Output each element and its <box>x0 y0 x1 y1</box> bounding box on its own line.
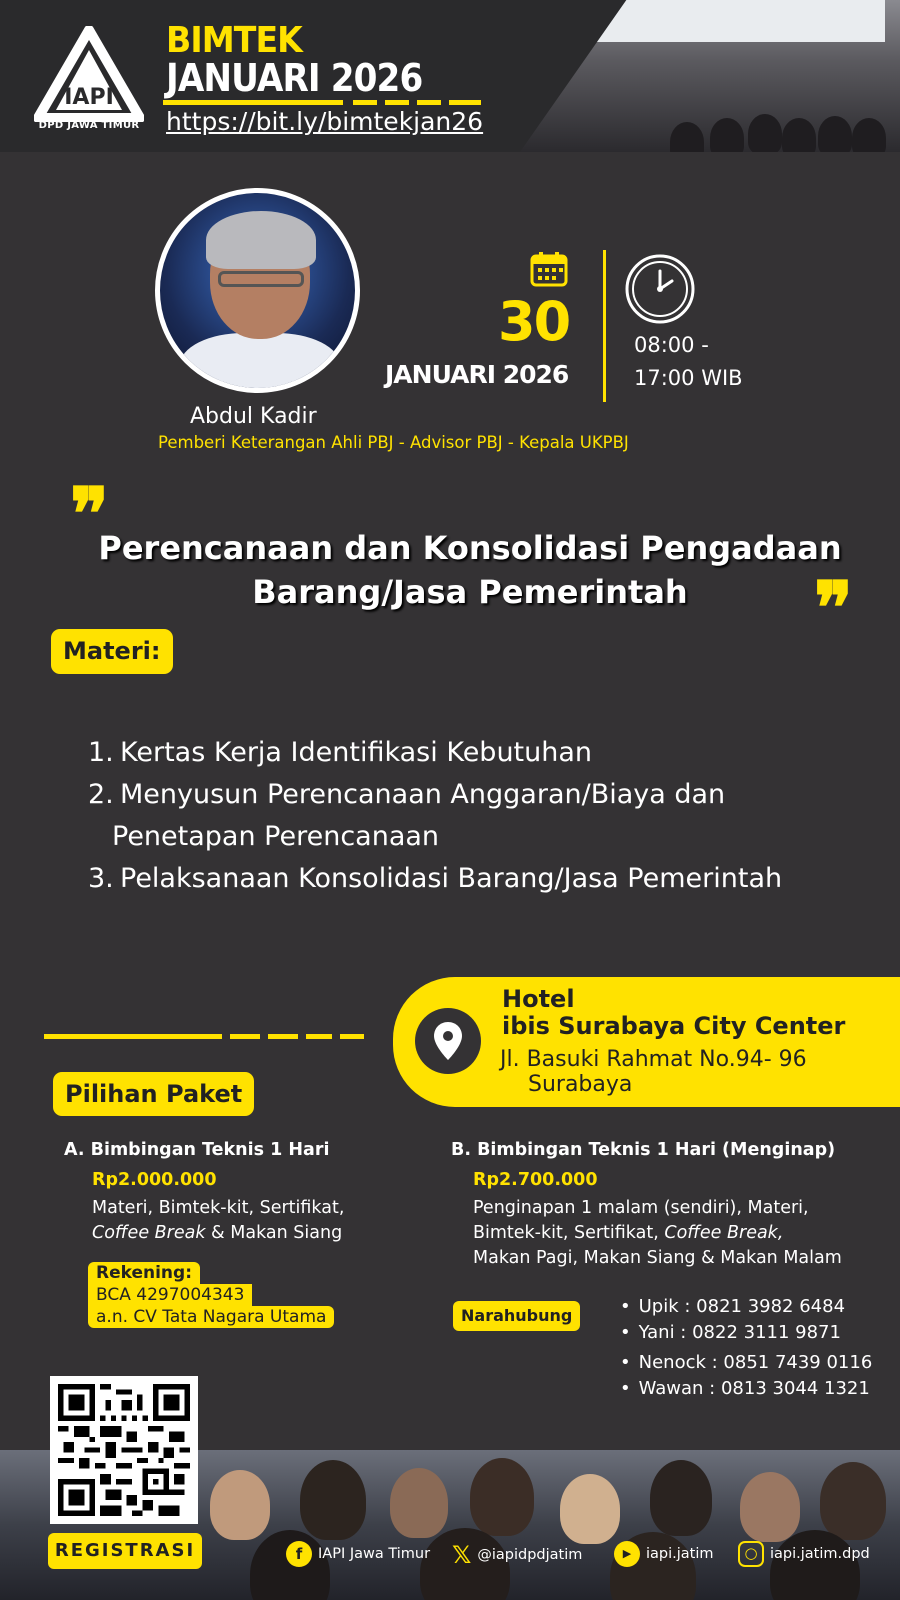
contact-item: • Wawan : 0813 3044 1321 <box>620 1376 872 1402</box>
contact-list <box>620 1294 872 1402</box>
paket-label: Pilihan Paket <box>53 1072 254 1116</box>
contact-item: • Yani : 0822 3111 9871 <box>620 1320 872 1346</box>
iapi-logo <box>34 26 144 136</box>
materi-list <box>88 732 848 900</box>
contact-item: • Nenock : 0851 7439 0116 <box>620 1350 872 1376</box>
event-date-month: JANUARI 2026 <box>385 360 569 389</box>
topic-title <box>90 526 850 614</box>
paket-a-price: Rp2.000.000 <box>92 1170 217 1190</box>
event-time-end: 17:00 WIB <box>634 366 743 390</box>
clock-icon <box>624 253 696 325</box>
quote-open-icon: ❞ <box>70 471 101 556</box>
speaker-title: Pemberi Keterangan Ahli PBJ - Advisor PBJ - Kepala UKPBJ <box>158 433 629 452</box>
facebook-icon: f <box>286 1541 312 1567</box>
paket-b-price: Rp2.700.000 <box>473 1170 598 1190</box>
registration-button[interactable]: REGISTRASI <box>48 1533 202 1569</box>
speaker-photo <box>155 188 360 393</box>
event-day: 30 <box>498 290 570 353</box>
x-icon: 𝕏 <box>452 1541 472 1569</box>
instagram-icon: ○ <box>738 1541 764 1567</box>
paket-a-title: A. Bimbingan Teknis 1 Hari <box>64 1140 330 1160</box>
materi-label: Materi: <box>51 629 173 674</box>
event-label: BIMTEK <box>166 20 302 61</box>
logo-caption: DPD JAWA TIMUR <box>38 120 140 131</box>
materi-item-3: 3. Pelaksanaan Konsolidasi Barang/Jasa Pemerintah <box>88 863 783 894</box>
header-audience-photo <box>520 0 900 152</box>
paket-b-description: Penginapan 1 malam (sendiri), Materi, Bimtek-kit, Sertifikat, Coffee Break, Makan Pagi, Makan Siang & Makan Malam <box>473 1198 842 1268</box>
materi-item-1: 1. Kertas Kerja Identifikasi Kebutuhan <box>88 737 593 768</box>
logo-triangle-icon <box>34 26 144 122</box>
speaker-name: Abdul Kadir <box>190 404 317 429</box>
social-facebook[interactable]: f IAPI Jawa Timur <box>286 1541 430 1567</box>
event-time-start: 08:00 - <box>634 333 709 357</box>
topic-title-line2: Barang/Jasa Pemerintah <box>252 573 688 611</box>
rekening-holder: a.n. CV Tata Nagara Utama <box>88 1306 334 1328</box>
rekening-box <box>88 1262 348 1328</box>
event-month-year: JANUARI 2026 <box>166 56 423 100</box>
projector-screen <box>585 0 885 42</box>
paket-a-description: Materi, Bimtek-kit, Sertifikat, Coffee Break & Makan Siang <box>92 1198 345 1243</box>
materi-item-2: 2. Menyusun Perencanaan Anggaran/Biaya dan Penetapan Perencanaan <box>88 779 726 852</box>
date-time-divider <box>603 250 606 402</box>
registration-qr-code[interactable] <box>50 1376 198 1524</box>
rekening-label: Rekening: <box>88 1262 200 1284</box>
venue-dash-line <box>44 1034 364 1039</box>
contact-item: • Upik : 0821 3982 6484 <box>620 1294 872 1320</box>
calendar-icon <box>530 251 568 287</box>
social-instagram[interactable]: ○ iapi.jatim.dpd <box>738 1541 870 1567</box>
youtube-icon: ▶ <box>614 1541 640 1567</box>
topic-title-line1: Perencanaan dan Konsolidasi Pengadaan <box>98 529 842 567</box>
quote-close-icon: ❞ <box>814 565 845 650</box>
social-x[interactable]: 𝕏 @iapidpdjatim <box>452 1541 583 1569</box>
header-dash-line <box>163 100 481 105</box>
svg-text:IAPI: IAPI <box>64 85 114 110</box>
narahubung-label: Narahubung <box>453 1301 580 1331</box>
venue-name-line2: ibis Surabaya City Center <box>502 1012 846 1040</box>
rekening-bank: BCA 4297004343 <box>88 1284 252 1306</box>
location-pin-icon <box>415 1008 481 1074</box>
venue-address-line1: Jl. Basuki Rahmat No.94- 96 <box>500 1047 807 1072</box>
venue-address-line2: Surabaya <box>528 1072 633 1097</box>
paket-b-title: B. Bimbingan Teknis 1 Hari (Menginap) <box>451 1140 836 1160</box>
venue-name-line1: Hotel <box>502 985 575 1013</box>
social-youtube[interactable]: ▶ iapi.jatim <box>614 1541 714 1567</box>
qr-code-icon <box>58 1384 190 1516</box>
registration-link[interactable]: https://bit.ly/bimtekjan26 <box>166 107 484 136</box>
